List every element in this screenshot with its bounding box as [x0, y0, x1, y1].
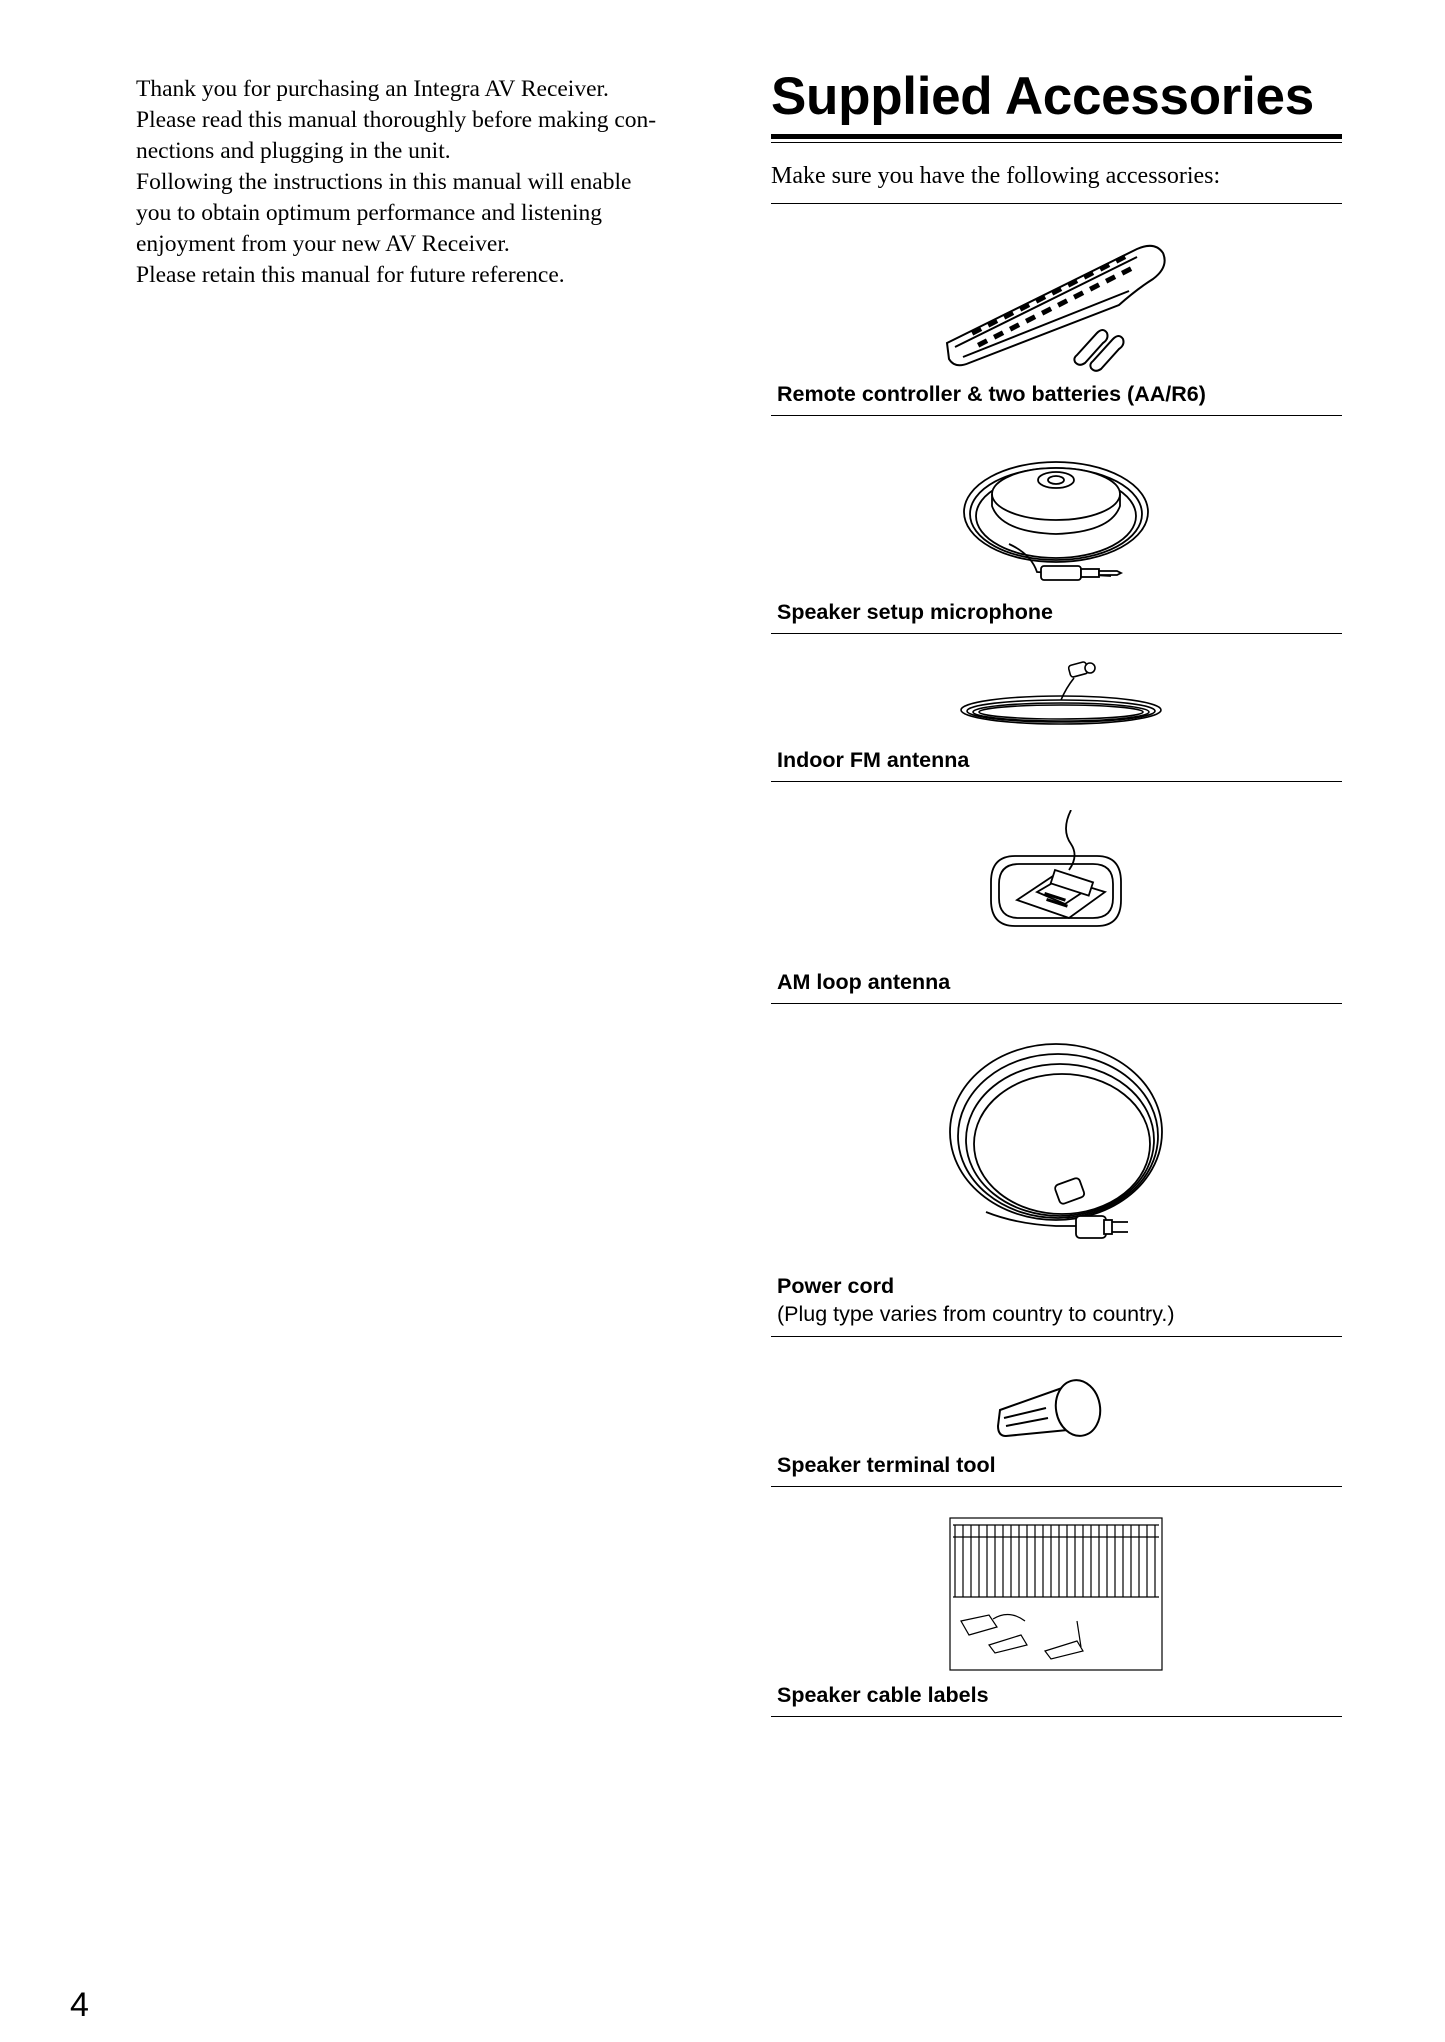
- title-rule-thin: [771, 142, 1342, 143]
- section-title: Supplied Accessories: [771, 67, 1314, 126]
- accessory-note: (Plug type varies from country to country.): [777, 1302, 1175, 1326]
- remote-controller-icon: [941, 235, 1181, 375]
- intro-line: nections and plugging in the unit.: [136, 138, 451, 164]
- accessory-rule: [771, 1486, 1342, 1487]
- intro-line: you to obtain optimum performance and listening: [136, 200, 602, 226]
- intro-line: Please retain this manual for future reference.: [136, 262, 565, 288]
- accessory-rule: [771, 781, 1342, 782]
- accessory-label: AM loop antenna: [777, 970, 951, 994]
- accessory-rule: [771, 1716, 1342, 1717]
- fm-antenna-icon: [956, 660, 1166, 730]
- accessory-label: Power cord: [777, 1274, 895, 1298]
- accessory-label: Speaker terminal tool: [777, 1453, 996, 1477]
- accessory-label: Speaker cable labels: [777, 1683, 989, 1707]
- accessory-rule: [771, 633, 1342, 634]
- microphone-icon: [961, 450, 1161, 590]
- accessory-rule: [771, 1003, 1342, 1004]
- intro-line: enjoyment from your new AV Receiver.: [136, 231, 510, 257]
- section-subtitle: Make sure you have the following accessories:: [771, 161, 1342, 204]
- terminal-tool-icon: [996, 1370, 1116, 1450]
- accessory-label: Speaker setup microphone: [777, 600, 1053, 624]
- title-rule-thick: [771, 134, 1342, 139]
- accessory-label: Indoor FM antenna: [777, 748, 970, 772]
- accessory-rule: [771, 415, 1342, 416]
- intro-line: Please read this manual thoroughly before making con-: [136, 107, 657, 133]
- accessory-label: Remote controller & two batteries (AA/R6): [777, 382, 1206, 406]
- accessory-rule: [771, 1336, 1342, 1337]
- intro-text: [136, 74, 716, 291]
- supplied-accessories-section: [771, 62, 1342, 204]
- page-number: 4: [70, 1986, 89, 2024]
- intro-line: Thank you for purchasing an Integra AV Receiver.: [136, 76, 609, 102]
- am-loop-antenna-icon: [971, 810, 1141, 950]
- cable-labels-icon: [949, 1517, 1163, 1671]
- intro-line: Following the instructions in this manual will enable: [136, 169, 632, 195]
- power-cord-icon: [946, 1040, 1166, 1260]
